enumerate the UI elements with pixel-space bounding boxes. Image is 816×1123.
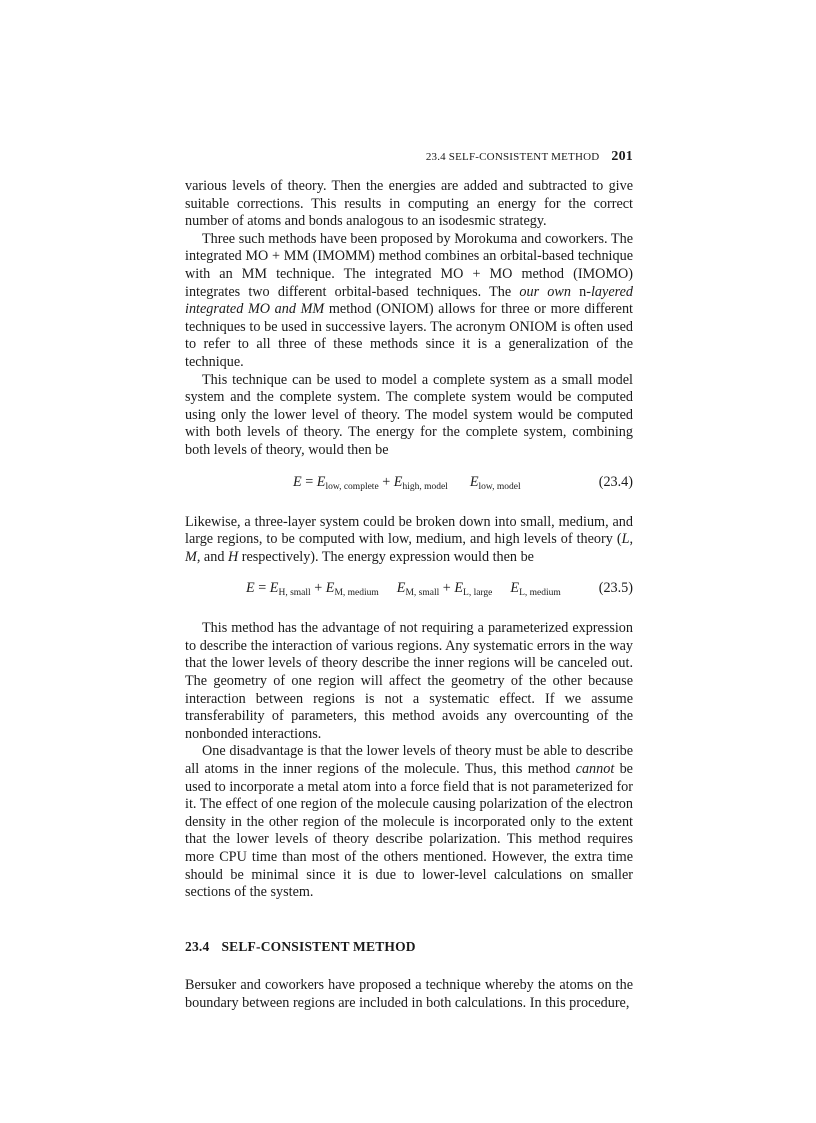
section-title: SELF-CONSISTENT METHOD — [221, 938, 416, 954]
equation-expression: $E = E_{low, complete} + E_{high, model}$ $E_{low, model}$ — [293, 473, 521, 492]
paragraph-6: One disadvantage is that the lower levels of theory must be able to describe all atoms in the inner regions of the molecule. Thus, this method cannot be used to incorporate a metal atom into a force field that is not parameterized for it. The effect of one region of the molecule causing polarization of the electron density in the other region of the molecule is incorporated only to the extent that the lower levels of theory describe polarization. This method requires more CPU time than most of the others mentioned. However, the extra time should be minimal since it is due to lower-level calculations on smaller sections of the system. — [185, 743, 633, 901]
paragraph-5: This method has the advantage of not requiring a parameterized expression to describe the interaction of various regions. Any systematic errors in the way that the lower levels of theory describe the inner regions will be canceled out. The geometry of one region will affect the geometry of the other because interaction between regions is not a systematic effect. If we assume transferability of parameters, this method avoids any overcounting of the nonbonded interactions. — [185, 620, 633, 742]
running-header — [185, 149, 633, 165]
equation-23-5 — [185, 580, 633, 602]
paragraph-4: Likewise, a three-layer system could be broken down into small, medium, and large regions, to be computed with low, medium, and high levels of theory (L, M, and H respectively). The energy expression would then be — [185, 513, 633, 565]
equation-expression: $E = E_{H, small} + E_{M, medium}$ $E_{M, small} + E_{L, large}$ $E_{L, medium}$ — [246, 580, 561, 599]
section-heading — [185, 938, 633, 956]
paragraph-3: This technique can be used to model a complete system as a small model system and the complete system. The complete system would be computed using only the lower level of theory. The model system would be computed with both levels of theory. The energy for the complete system, combining both levels of theory, would then be — [185, 371, 633, 458]
page-number: 201 — [611, 149, 633, 164]
equation-number: (23.4) — [598, 473, 633, 490]
paragraph-7: Bersuker and coworkers have proposed a technique whereby the atoms on the boundary between regions are included in both calculations. In this procedure, — [185, 977, 633, 1011]
equation-number: (23.5) — [598, 580, 633, 597]
page-body — [185, 178, 633, 1013]
paragraph-2: Three such methods have been proposed by Morokuma and coworkers. The integrated MO + MM (IMOMM) method combines an orbital-based technique with an MM technique. The integrated MO + MO method (IMOMO) integrates two different orbital-based techniques. The our own n-layered integrated MO and MM method (ONIOM) allows for three or more different techniques to be used in successive layers. The acronym ONIOM is often used to refer to all three of these methods since it is a generalization of the technique. — [185, 230, 633, 370]
section-number: 23.4 — [185, 938, 210, 954]
header-section-title: 23.4 SELF-CONSISTENT METHOD — [425, 151, 600, 163]
equation-23-4 — [185, 474, 633, 496]
paragraph-1: various levels of theory. Then the energies are added and subtracted to give suitable corrections. This results in computing an energy for the correct number of atoms and bonds analogous to an isodesmic strategy. — [185, 178, 633, 230]
